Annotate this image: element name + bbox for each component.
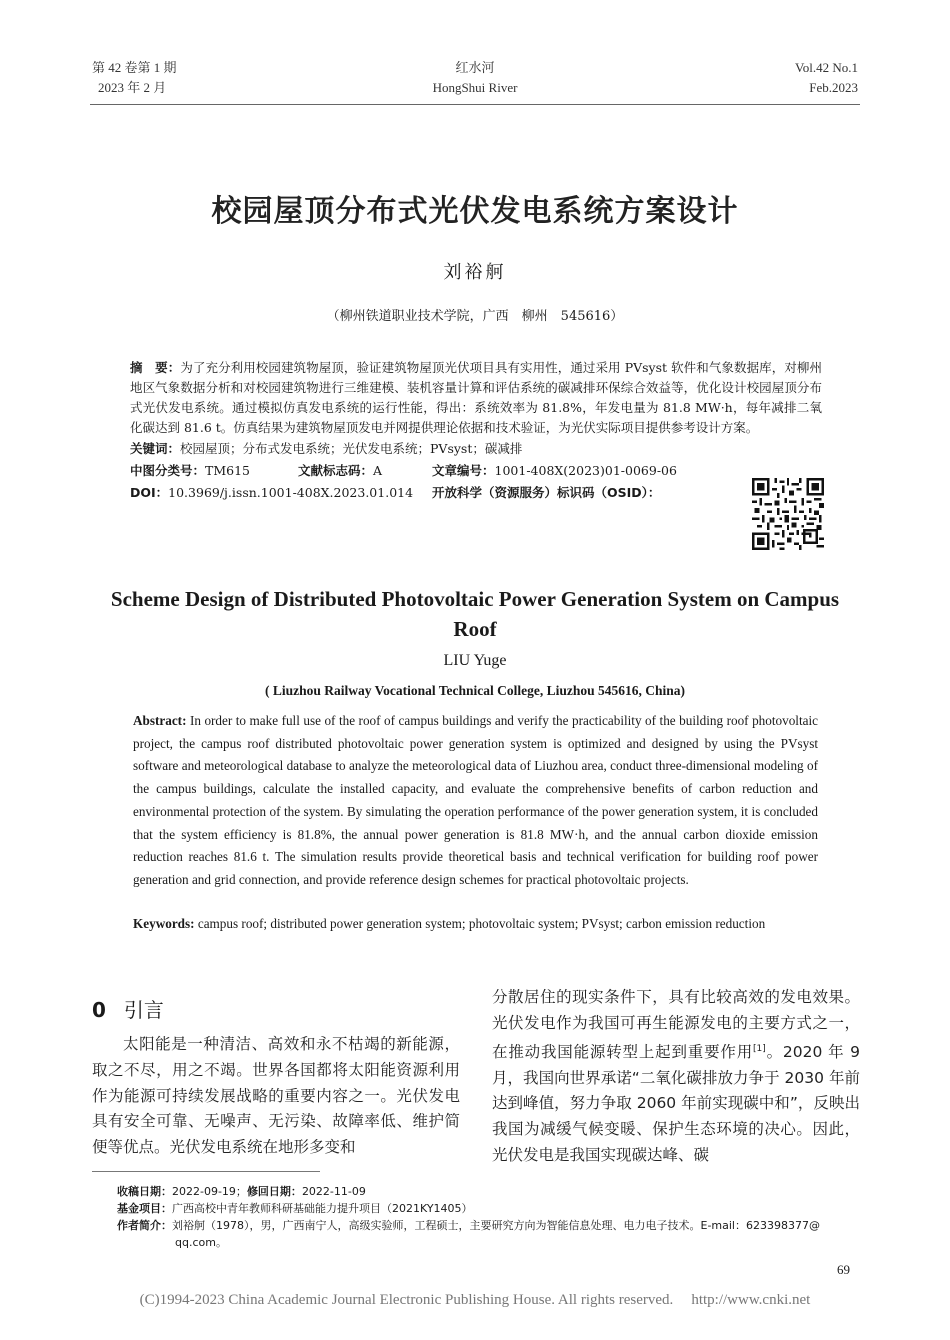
bio-value: 刘裕舸（1978），男，广西南宁人，高级实验师，工程硕士，主要研究方向为智能信息处理、电力电子技术。E-mail：623398377@ qq.com。 xyxy=(172,1219,820,1249)
header-volume-issue: 第 42 卷第 1 期 xyxy=(92,60,177,75)
received-label: 收稿日期： xyxy=(117,1185,172,1198)
abstract-zh-label: 摘 要： xyxy=(130,360,181,375)
abstract-zh-text: 为了充分利用校园建筑物屋顶，验证建筑物屋顶光伏项目具有实用性，通过采用 PVsyst 软件和气象数据库，对柳州地区气象数据分析和对校园建筑物进行三维建模、装机容量计算和评估系统的碳减排环保综合效益等，优化设计校园屋顶分布式光伏发电系统。通过模拟仿真发电系统的运行性能，得出：系统效率为 81.8%，年发电量为 81.8 MW·h，每年减排二氧化碳达到 81.6 t。仿真结果为建筑物屋顶发电并网提供理论依据和技术验证，为光伏实际项目提供参考设计方案。 xyxy=(130,360,822,435)
abstract-zh-paragraph xyxy=(130,358,822,438)
article-number-value: 1001-408X(2023)01-0069-06 xyxy=(494,463,677,478)
header-divider xyxy=(90,104,860,105)
meta-classification-row xyxy=(130,460,822,482)
keywords-zh xyxy=(130,438,822,460)
article-number-label: 文章编号： xyxy=(432,463,495,478)
header-date-en: Feb.2023 xyxy=(809,80,858,95)
paper-title-en: Scheme Design of Distributed Photovoltaic Power Generation System on Campus Roof xyxy=(110,587,840,641)
keywords-en-label: Keywords: xyxy=(133,916,195,931)
header-volume-en xyxy=(795,58,858,98)
doi-label: DOI： xyxy=(130,485,169,500)
footnote-dates xyxy=(117,1183,857,1200)
doccode-label: 文献标志码： xyxy=(298,463,374,478)
abstract-en-label: Abstract: xyxy=(133,713,187,728)
keywords-en xyxy=(133,913,818,936)
abstract-en xyxy=(133,710,818,892)
footnote-fund xyxy=(117,1200,857,1217)
journal-name-en: HongShui River xyxy=(432,80,518,95)
osid-qr-code[interactable] xyxy=(752,478,824,550)
author-en: LIU Yuge xyxy=(443,652,507,669)
bio-label: 作者简介： xyxy=(117,1219,172,1232)
abstract-en-text: In order to make full use of the roof of campus buildings and verify the practicability of the building roof photovoltaic project, the campus roof distributed photovoltaic power generation system is optimized and designed by using the PVsyst software and meteorological database to analyze the meteorological data of Liuzhou area, conduct three-dimensional modeling of the campus buildings, calculate the installed capacity, and evaluate the comprehensive benefits of carbon reduction and environmental protection of the system. By simulating the operation performance of the power generation system, it is concluded that the system efficiency is 81.8%, the annual power generation is 81.8 MW·h, and the annual carbon dioxide emission reduction reaches 81.6 t. The simulation results provide theoretical basis and technical verification for building roof power generation and grid connection, and provide reference design schemes for practical photovoltaic projects. xyxy=(133,713,818,887)
body-right-text-1: 分散居住的现实条件下，具有比较高效的发电效果。光伏发电作为我国可再生能源发电的主要方式之一，在推动我国能源转型上起到重要作用 xyxy=(492,988,860,1061)
header-volume-issue-en: Vol.42 No.1 xyxy=(795,60,858,75)
affiliation-en: ( Liuzhou Railway Vocational Technical College, Liuzhou 545616, China) xyxy=(264,683,686,698)
section-number: 0 xyxy=(92,998,106,1022)
body-column-right xyxy=(492,985,860,1169)
body-column-left: 太阳能是一种清洁、高效和永不枯竭的新能源，取之不尽，用之不竭。世界各国都将太阳能资源利用作为能源可持续发展战略的重要内容之一。光伏发电具有安全可靠、无噪声、无污染、故障率低、维护简便等优点。光伏发电系统在地形多变和 xyxy=(92,1035,460,1157)
copyright-line xyxy=(0,1292,950,1309)
footnote-bio xyxy=(117,1217,857,1251)
header-date: 2023 年 2 月 xyxy=(98,80,167,95)
journal-name-zh: 红水河 xyxy=(455,60,495,75)
osid-label: 开放科学（资源服务）标识码（OSID）： xyxy=(432,485,661,500)
fund-value: 广西高校中青年教师科研基础能力提升项目（2021KY1405） xyxy=(172,1202,473,1215)
page-number: 69 xyxy=(837,1262,850,1277)
fund-label: 基金项目： xyxy=(117,1202,172,1215)
cnki-link[interactable]: http://www.cnki.net xyxy=(691,1292,811,1308)
abstract-zh xyxy=(130,358,822,504)
received-value: 2022-09-19； xyxy=(172,1185,247,1198)
footnotes xyxy=(117,1183,857,1251)
footnote-divider xyxy=(92,1171,320,1172)
clc-label: 中图分类号： xyxy=(130,463,206,478)
keywords-zh-label: 关键词： xyxy=(130,441,181,456)
body-right-text-2: 。2020 年 9 月，我国向世界承诺“二氧化碳排放力争于 2030 年前达到峰值，努力争取 2060 年前实现碳中和”，反映出我国为减缓气候变暖、保护生态环境的决心。因此，光伏发电是我国实现碳达峰、碳 xyxy=(492,1042,860,1164)
citation-ref-1[interactable]: [1] xyxy=(753,1043,766,1054)
revised-label: 修回日期： xyxy=(246,1185,302,1198)
clc-value: TM615 xyxy=(205,463,251,478)
doccode-value: A xyxy=(373,463,383,478)
section-heading xyxy=(92,994,164,1023)
revised-value: 2022-11-09 xyxy=(301,1185,366,1198)
keywords-zh-text: 校园屋顶；分布式发电系统；光伏发电系统；PVsyst；碳减排 xyxy=(180,441,523,456)
copyright-text: (C)1994-2023 China Academic Journal Electronic Publishing House. All rights reserved. xyxy=(139,1292,674,1308)
author-zh: 刘裕舸 xyxy=(443,262,507,283)
section-title: 引言 xyxy=(123,998,164,1022)
affiliation-zh: （柳州铁道职业技术学院，广西 柳州 545616） xyxy=(326,309,624,324)
paper-title-zh: 校园屋顶分布式光伏发电系统方案设计 xyxy=(211,194,739,229)
doi-link[interactable]: 10.3969/j.issn.1001-408X.2023.01.014 xyxy=(168,485,414,500)
meta-doi-row xyxy=(130,482,822,504)
keywords-en-text: campus roof; distributed power generation system; photovoltaic system; PVsyst; carbon emission reduction xyxy=(194,916,766,931)
